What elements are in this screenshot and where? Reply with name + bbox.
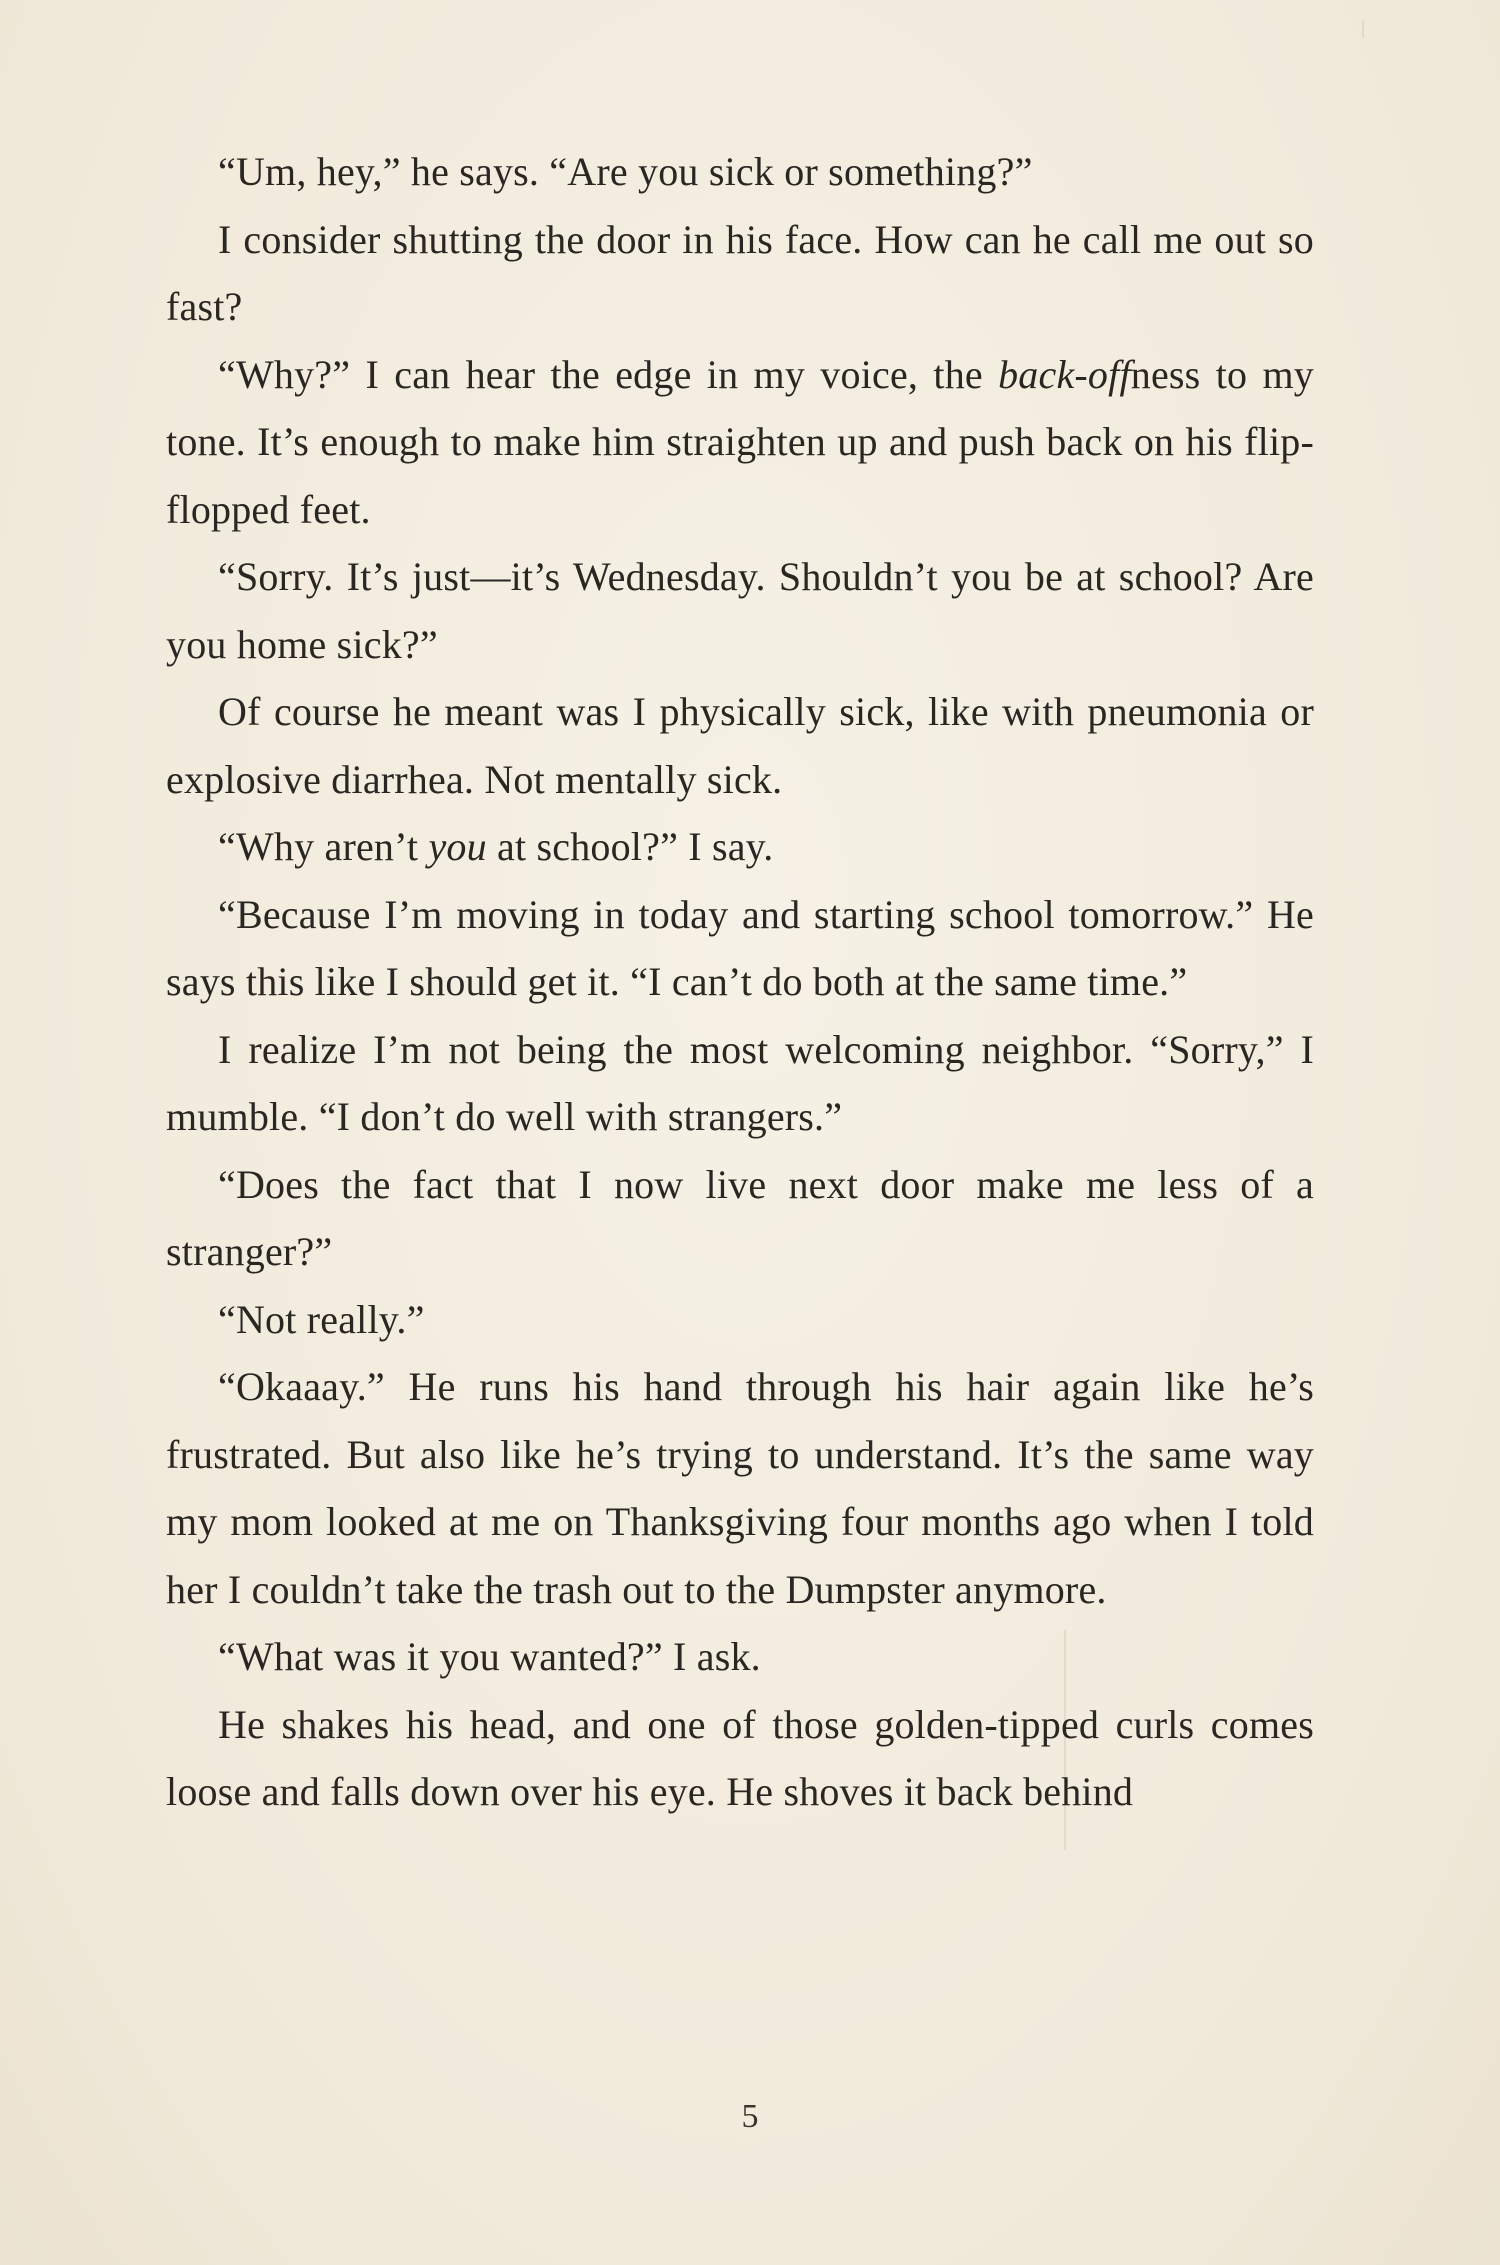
text-run: “What was it you wanted?” I ask.	[218, 1634, 761, 1679]
paragraph	[166, 1623, 1314, 1691]
text-run: ness to my tone. It’s enough to make him straighten up and push back on his flip-flopped feet.	[166, 351, 1314, 532]
italic-text: back-off	[998, 351, 1131, 397]
paragraph	[166, 1016, 1314, 1151]
text-run: “Okaaay.” He runs his hand through his hair again like he’s frustrated. But also like he’s trying to understand. It’s the same way my mom looked at me on Thanksgiving four months ago when I told her I couldn’t take the trash out to the Dumpster anymore.	[166, 1364, 1314, 1612]
paragraph	[166, 341, 1314, 544]
paragraph	[166, 813, 1314, 881]
paragraph	[166, 138, 1314, 206]
text-run: “Does the fact that I now live next door make me less of a stranger?”	[166, 1161, 1314, 1274]
italic-text: you	[428, 824, 487, 869]
text-run: “Why aren’t	[218, 824, 429, 869]
paragraph	[166, 543, 1314, 678]
paragraph	[166, 206, 1314, 341]
text-run: I realize I’m not being the most welcoming neighbor. “Sorry,” I mumble. “I don’t do well with strangers.”	[166, 1026, 1314, 1139]
text-run: He shakes his head, and one of those golden-tipped curls comes loose and falls down over his eye. He shoves it back behind	[166, 1701, 1314, 1814]
text-run: Of course he meant was I physically sick, like with pneumonia or explosive diarrhea. Not mentally sick.	[166, 689, 1314, 802]
text-run: “Not really.”	[218, 1296, 425, 1342]
paragraph	[166, 1353, 1314, 1623]
paragraph	[166, 678, 1314, 813]
text-run: “Um, hey,” he says. “Are you sick or something?”	[218, 149, 1033, 194]
paragraph	[166, 881, 1314, 1016]
text-run: at school?” I say.	[486, 824, 774, 869]
scan-mark	[1362, 20, 1364, 38]
body-text	[166, 138, 1314, 1826]
text-run: “Because I’m moving in today and starting school tomorrow.” He says this like I should get it. “I can’t do both at the same time.”	[166, 891, 1314, 1004]
text-run: “Why?” I can hear the edge in my voice, the	[218, 351, 999, 397]
paragraph	[166, 1691, 1314, 1826]
paragraph	[166, 1286, 1314, 1354]
text-run: “Sorry. It’s just—it’s Wednesday. Shouldn’t you be at school? Are you home sick?”	[166, 554, 1314, 667]
text-run: I consider shutting the door in his face. How can he call me out so fast?	[166, 216, 1314, 329]
page-number: 5	[741, 2098, 759, 2135]
paragraph	[166, 1151, 1314, 1286]
